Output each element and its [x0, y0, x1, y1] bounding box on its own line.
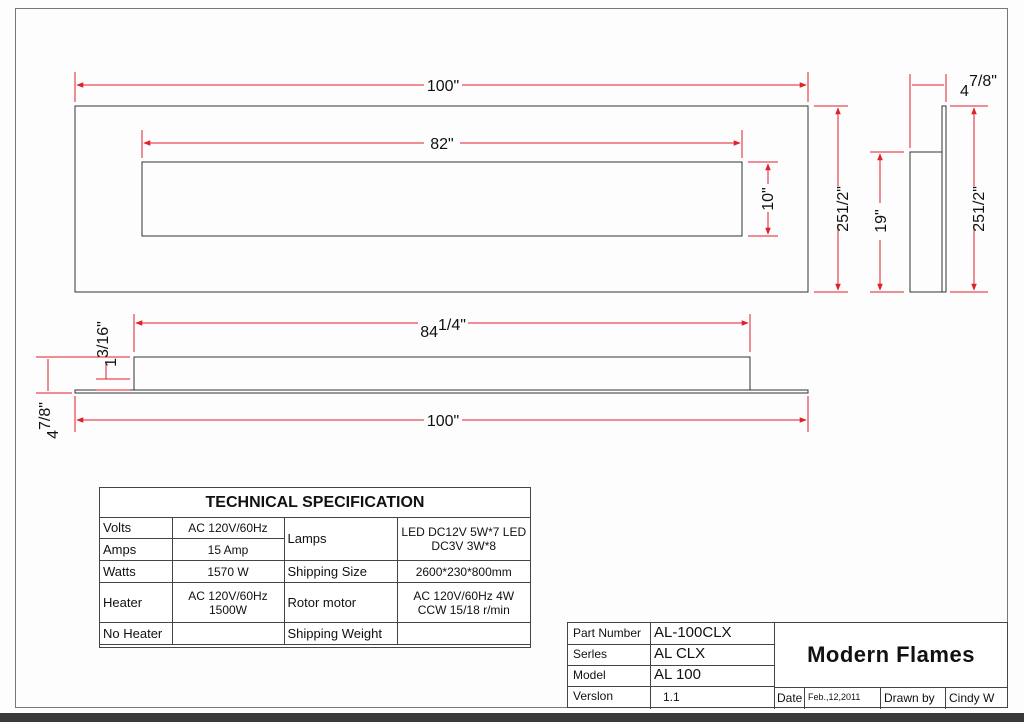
title-row-part-number [568, 623, 774, 645]
model-label: Model [573, 668, 606, 682]
spec-shipping-size-label: Shipping Size [284, 561, 397, 583]
spec-rotor-value: AC 120V/60Hz 4W CCW 15/18 r/min [397, 583, 530, 623]
spec-grid [100, 517, 530, 645]
firebox-opening [142, 162, 742, 236]
spec-no-heater-label: No Heater [100, 623, 172, 645]
part-number-label: Part Number [573, 626, 642, 640]
spec-title: TECHNICAL SPECIFICATION [100, 488, 530, 518]
title-block-divider [945, 687, 946, 709]
spec-shipping-size-value: 2600*230*800mm [397, 561, 530, 583]
label-overall-width-bottom: 100" [426, 413, 460, 430]
spec-shipping-weight-value [397, 623, 530, 645]
svg-text:7/8": 7/8" [969, 73, 997, 90]
label-front-overall-height [835, 186, 852, 232]
spec-volts-label: Volts [100, 517, 172, 539]
svg-text:1/2": 1/2" [971, 186, 988, 214]
title-block [567, 622, 1008, 708]
svg-text:1: 1 [103, 358, 120, 367]
svg-text:1/4": 1/4" [438, 317, 466, 334]
title-row-model [568, 665, 774, 687]
svg-text:4: 4 [960, 83, 969, 100]
spec-heater-value: AC 120V/60Hz 1500W [172, 583, 284, 623]
label-firebox-height: 10" [760, 187, 777, 211]
spec-amps-value: 15 Amp [172, 539, 284, 561]
title-row-version [568, 686, 774, 708]
label-side-height: 19" [873, 209, 890, 233]
date-label: Date [777, 691, 803, 705]
svg-text:84: 84 [420, 324, 438, 341]
series-label: Serles [573, 647, 608, 661]
svg-text:7/8": 7/8" [37, 402, 54, 430]
title-block-divider [880, 687, 881, 709]
version-value: 1.1 [663, 690, 680, 704]
spec-watts-value: 1570 W [172, 561, 284, 583]
spec-heater-label: Heater [100, 583, 172, 623]
spec-watts-label: Watts [100, 561, 172, 583]
svg-text:25: 25 [835, 214, 852, 232]
side-view-body [910, 152, 942, 292]
spec-no-heater-value [172, 623, 284, 645]
spec-lamps-value: LED DC12V 5W*7 LED DC3V 3W*8 [397, 517, 530, 561]
dim-side-depth [910, 74, 946, 148]
label-side-depth [960, 73, 997, 100]
version-label: Verslon [573, 689, 614, 703]
front-view-outline [75, 106, 808, 292]
title-row-series [568, 644, 774, 666]
top-view-front-panel [75, 390, 808, 393]
spec-amps-label: Amps [100, 539, 172, 561]
label-overall-width-top: 100" [426, 78, 460, 95]
svg-text:25: 25 [971, 214, 988, 232]
label-firebox-width: 82" [430, 136, 454, 153]
drawn-by-label: Drawn by [884, 691, 935, 705]
spec-volts-value: AC 120V/60Hz [172, 517, 284, 539]
svg-text:3/16": 3/16" [95, 321, 112, 358]
label-top-body-width [420, 317, 466, 341]
model-value: AL 100 [654, 666, 701, 683]
window-bottom-edge [0, 713, 1024, 722]
label-top-small-offset [95, 321, 120, 367]
svg-text:4: 4 [45, 430, 62, 439]
title-block-divider [804, 687, 805, 709]
brand-logo: Modern Flames [775, 623, 1007, 688]
series-value: AL CLX [654, 645, 706, 662]
label-top-depth [37, 402, 62, 439]
label-side-overall-height [971, 186, 988, 232]
date-value: Feb.,12,2011 [808, 692, 861, 702]
top-view-body [134, 357, 750, 390]
side-view-front-panel [942, 106, 946, 292]
svg-text:1/2": 1/2" [835, 186, 852, 214]
spec-rotor-label: Rotor motor [284, 583, 397, 623]
drawn-by-value: Cindy W [949, 691, 995, 705]
part-number-value: AL-100CLX [654, 624, 732, 641]
technical-specification-table [99, 487, 531, 648]
spec-lamps-label: Lamps [284, 517, 397, 561]
spec-shipping-weight-label: Shipping Weight [284, 623, 397, 645]
